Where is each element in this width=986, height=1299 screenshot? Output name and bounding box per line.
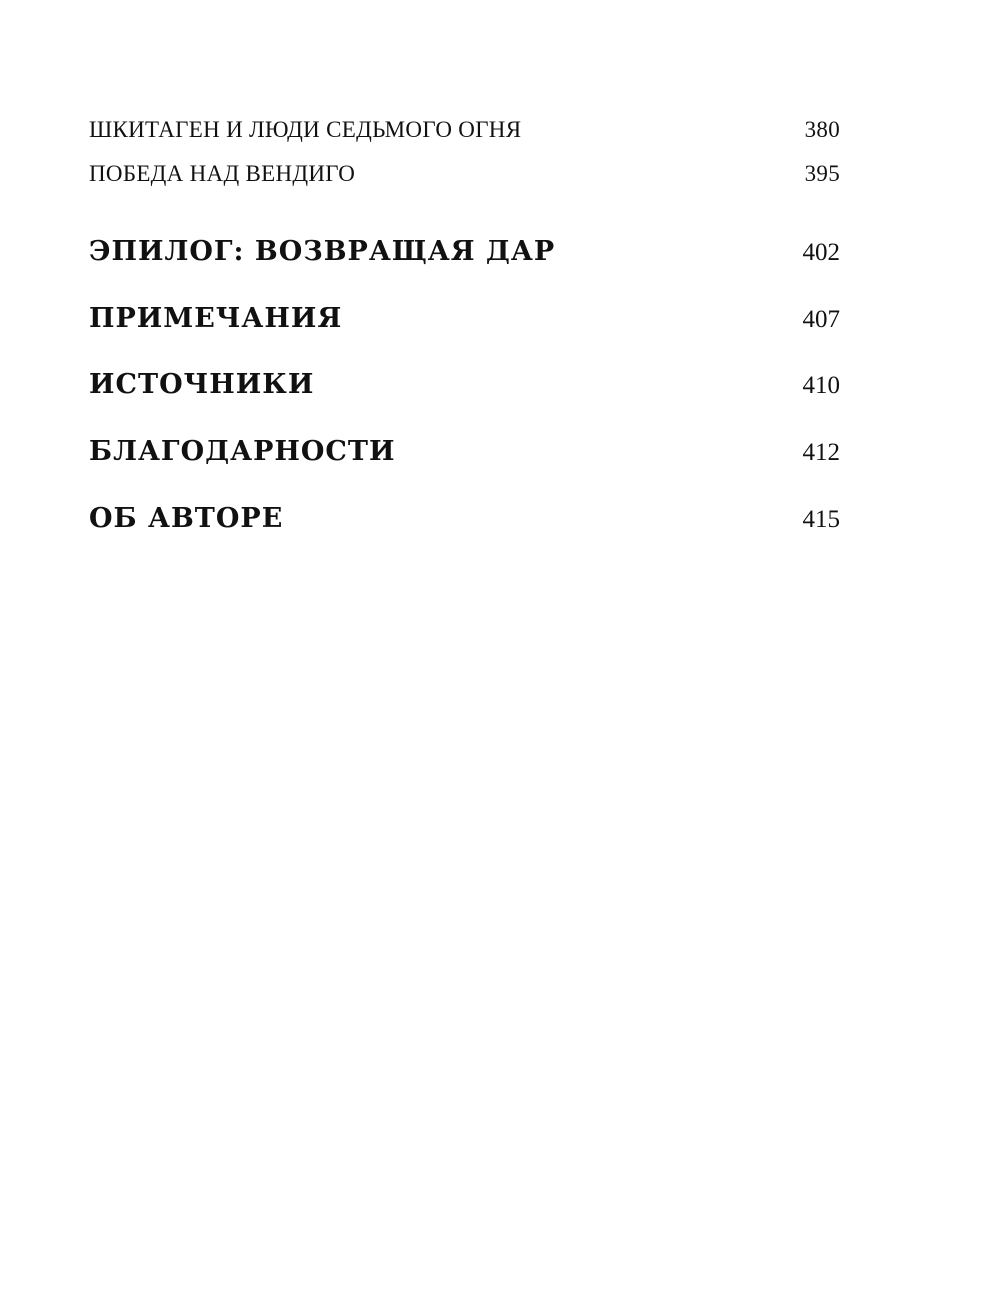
toc-chapter-page: 415 [802,506,840,533]
toc-chapter-title: ОБ АВТОРЕ [89,503,284,534]
toc-chapter-title: ИСТОЧНИКИ [89,369,315,400]
toc-entry-page: 380 [804,117,840,142]
toc-chapter-page: 407 [802,306,840,333]
toc-entry-title: ШКИТАГЕН И ЛЮДИ СЕДЬМОГО ОГНЯ [89,117,522,142]
toc-chapter-page: 410 [802,372,840,399]
toc-chapter-title: БЛАГОДАРНОСТИ [89,436,396,467]
toc-entry-page: 395 [804,161,840,186]
toc-entry-title: ПОБЕДА НАД ВЕНДИГО [89,161,356,186]
toc-chapter-acknowledgments[interactable] [89,436,840,467]
toc-chapter-epilogue[interactable] [89,236,840,267]
toc-chapter-sources[interactable] [89,369,840,400]
toc-chapter-title: ЭПИЛОГ: ВОЗВРАЩАЯ ДАР [89,236,556,267]
toc-chapter-page: 412 [802,439,840,466]
toc-chapter-page: 402 [802,239,840,266]
toc-chapter-about-author[interactable] [89,503,840,534]
toc-chapter-notes[interactable] [89,303,840,334]
toc-chapter-title: ПРИМЕЧАНИЯ [89,303,343,334]
toc-entry[interactable] [89,117,840,143]
toc-entry[interactable] [89,161,840,187]
